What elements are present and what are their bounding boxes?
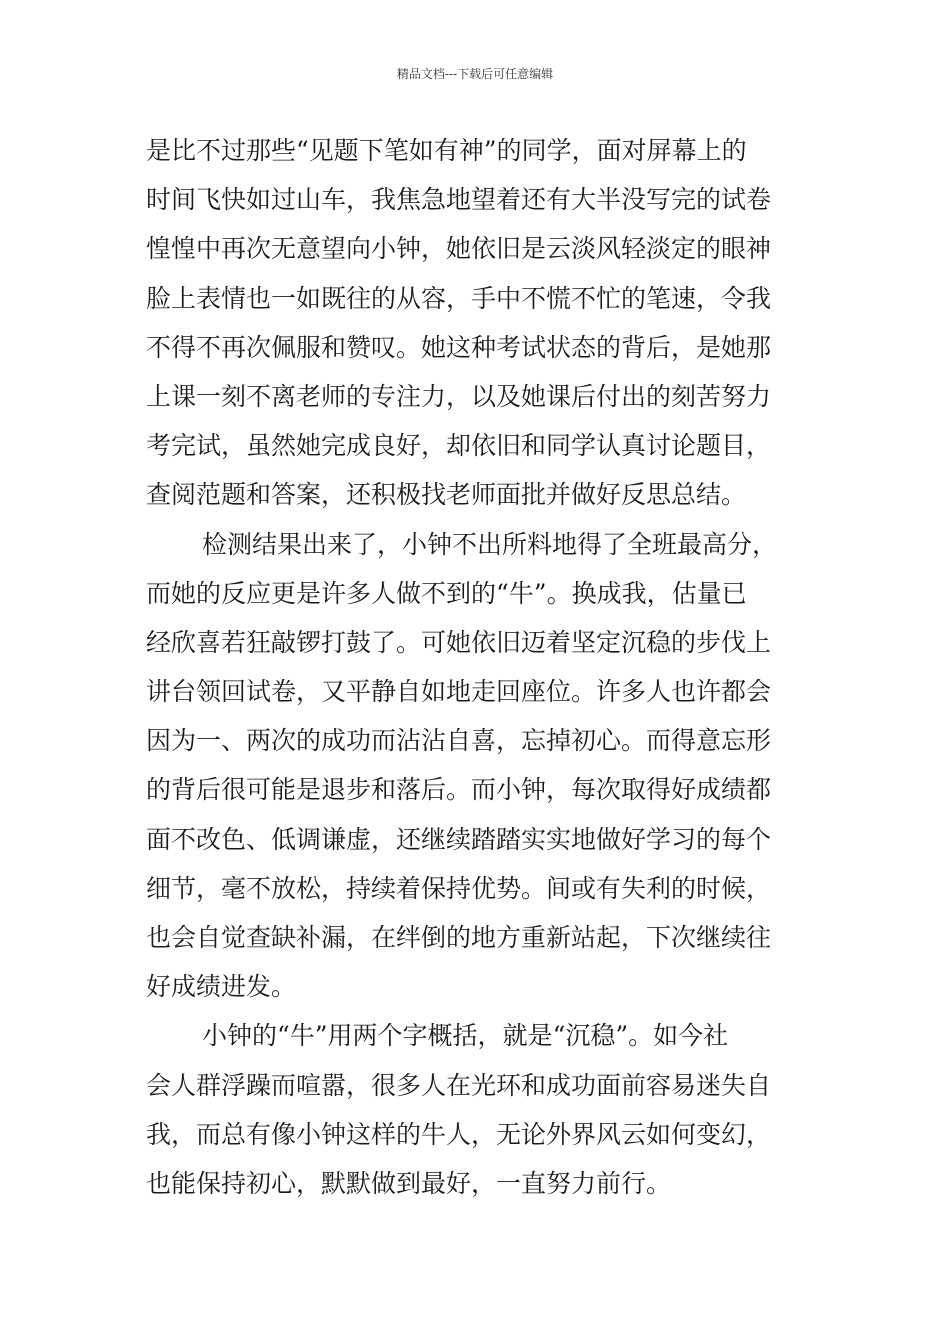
text-line: 不得不再次佩服和赞叹。她这种考试状态的背后，是她那 — [146, 332, 772, 362]
page-header: 精品文档---下载后可任意编辑 — [396, 67, 554, 81]
text-line: 是比不过那些“见题下笔如有神”的同学，面对屏幕上的 — [146, 136, 747, 165]
text-line: 的背后很可能是退步和落后。而小钟，每次取得好成绩都 — [146, 775, 772, 805]
text-line: 也能保持初心，默默做到最好，一直努力前行。 — [146, 1168, 672, 1198]
text-line: 上课一刻不离老师的专注力，以及她课后付出的刻苦努力 — [146, 381, 772, 411]
text-line: 查阅范题和答案，还积极找老师面批并做好反思总结。 — [146, 480, 747, 510]
text-line: 面不改色、低调谦虚，还继续踏踏实实地做好学习的每个 — [146, 824, 772, 854]
text-line: 脸上表情也一如既往的从容，手中不慌不忙的笔速，令我 — [146, 283, 772, 313]
text-line: 考完试，虽然她完成良好，却依旧和同学认真讨论题目， — [146, 431, 772, 461]
text-line: 讲台领回试卷，又平静自如地走回座位。许多人也许都会 — [146, 677, 772, 707]
text-line: 好成绩进发。 — [146, 972, 297, 1002]
text-line: 也会自觉查缺补漏，在绊倒的地方重新站起，下次继续往 — [146, 923, 772, 952]
text-line: 我，而总有像小钟这样的牛人，无论外界风云如何变幻， — [146, 1119, 772, 1149]
text-line: 会人群浮躁而喧嚣，很多人在光环和成功面前容易迷失自 — [146, 1070, 772, 1100]
paragraph-start-line: 检测结果出来了，小钟不出所料地得了全班最高分， — [202, 529, 778, 559]
text-line: 因为一、两次的成功而沾沾自喜，忘掉初心。而得意忘形 — [146, 726, 772, 756]
text-line: 惶惶中再次无意望向小钟，她依旧是云淡风轻淡定的眼神 — [146, 234, 772, 264]
text-line: 细节，毫不放松，持续着保持优势。间或有失利的时候， — [146, 873, 772, 903]
text-line: 时间飞快如过山车，我焦急地望着还有大半没写完的试卷 — [146, 185, 772, 215]
document-body — [146, 126, 810, 1208]
paragraph-start-line: 小钟的“牛”用两个字概括，就是“沉稳”。如今社 — [202, 1021, 729, 1051]
text-line: 而她的反应更是许多人做不到的“牛”。换成我，估量已 — [146, 578, 747, 608]
text-line: 经欣喜若狂敲锣打鼓了。可她依旧迈着坚定沉稳的步伐上 — [146, 627, 772, 657]
